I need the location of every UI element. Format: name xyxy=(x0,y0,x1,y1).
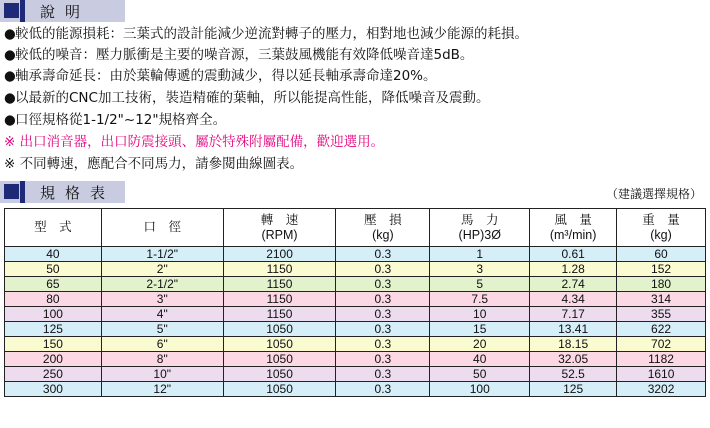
table-row xyxy=(5,367,706,382)
table-cell: 1.28 xyxy=(530,262,617,277)
col-header-bore xyxy=(101,209,223,247)
header-label: 口 徑 xyxy=(143,220,181,234)
table-row xyxy=(5,322,706,337)
table-cell: 1150 xyxy=(223,262,336,277)
table-cell: 12" xyxy=(101,382,223,397)
table-cell: 125 xyxy=(5,322,102,337)
table-cell: 180 xyxy=(617,277,706,292)
note-text: 出口消音器，出口防震接頭、屬於特殊附屬配備，歡迎選用。 xyxy=(19,134,385,150)
table-cell: 0.3 xyxy=(336,277,430,292)
col-header-model xyxy=(5,209,102,247)
table-cell: 702 xyxy=(617,337,706,352)
table-cell: 5" xyxy=(101,322,223,337)
spec-table xyxy=(4,208,706,397)
col-header-weight xyxy=(617,209,706,247)
header-unit: (HP)3Ø xyxy=(458,227,501,242)
table-cell: 10" xyxy=(101,367,223,382)
table-cell: 3" xyxy=(101,292,223,307)
header-unit: (kg) xyxy=(372,227,394,242)
table-cell: 150 xyxy=(5,337,102,352)
table-cell: 5 xyxy=(430,277,530,292)
table-cell: 3 xyxy=(430,262,530,277)
table-cell: 7.5 xyxy=(430,292,530,307)
table-cell: 2" xyxy=(101,262,223,277)
section-title: 說明 xyxy=(40,3,91,21)
table-row xyxy=(5,307,706,322)
table-cell: 60 xyxy=(617,247,706,262)
table-cell: 0.3 xyxy=(336,352,430,367)
table-body xyxy=(5,247,706,397)
table-cell: 40 xyxy=(430,352,530,367)
bullet-icon: ● xyxy=(4,47,16,63)
table-row xyxy=(5,337,706,352)
table-cell: 0.3 xyxy=(336,337,430,352)
table-cell: 0.3 xyxy=(336,247,430,262)
header-label: 轉 速 xyxy=(260,212,299,227)
list-item xyxy=(4,89,489,108)
table-cell: 1-1/2" xyxy=(101,247,223,262)
table-cell: 0.3 xyxy=(336,262,430,277)
table-cell: 4.34 xyxy=(530,292,617,307)
table-cell: 32.05 xyxy=(530,352,617,367)
table-cell: 1050 xyxy=(223,322,336,337)
table-cell: 1610 xyxy=(617,367,706,382)
section-title: 規格表 xyxy=(40,184,116,202)
header-unit: (kg) xyxy=(650,227,672,242)
table-cell: 6" xyxy=(101,337,223,352)
table-cell: 1150 xyxy=(223,277,336,292)
header-label: 壓 損 xyxy=(364,212,402,227)
table-cell: 50 xyxy=(430,367,530,382)
table-row xyxy=(5,247,706,262)
table-cell: 300 xyxy=(5,382,102,397)
header-label: 馬 力 xyxy=(460,212,499,227)
note-red xyxy=(4,133,384,152)
table-row xyxy=(5,292,706,307)
table-cell: 250 xyxy=(5,367,102,382)
col-header-pressure xyxy=(336,209,430,247)
note-text: 不同轉速，應配合不同馬力，請參閱曲線圖表。 xyxy=(19,156,304,172)
table-cell: 0.61 xyxy=(530,247,617,262)
table-row xyxy=(5,352,706,367)
table-cell: 200 xyxy=(5,352,102,367)
table-cell: 65 xyxy=(5,277,102,292)
table-cell: 52.5 xyxy=(530,367,617,382)
section-header-description xyxy=(0,0,125,22)
table-cell: 10 xyxy=(430,307,530,322)
header-unit: (m³/min) xyxy=(549,227,597,242)
header-unit: (RPM) xyxy=(261,227,298,242)
section-header-spec xyxy=(0,181,125,203)
header-label: 重 量 xyxy=(642,212,680,227)
table-cell: 20 xyxy=(430,337,530,352)
col-header-speed xyxy=(223,209,336,247)
table-cell: 1050 xyxy=(223,352,336,367)
list-item xyxy=(4,111,226,130)
table-cell: 125 xyxy=(530,382,617,397)
table-cell: 0.3 xyxy=(336,382,430,397)
table-header-row xyxy=(5,209,706,247)
table-cell: 0.3 xyxy=(336,307,430,322)
table-cell: 15 xyxy=(430,322,530,337)
list-item xyxy=(4,67,437,86)
table-cell: 18.15 xyxy=(530,337,617,352)
note-mark-icon: ※ xyxy=(4,156,16,172)
table-cell: 0.3 xyxy=(336,367,430,382)
section-marker-icon xyxy=(4,184,19,199)
table-cell: 13.41 xyxy=(530,322,617,337)
bullet-icon: ● xyxy=(4,112,16,128)
section-marker-icon xyxy=(4,3,19,18)
table-cell: 1150 xyxy=(223,292,336,307)
table-cell: 50 xyxy=(5,262,102,277)
table-cell: 2-1/2" xyxy=(101,277,223,292)
table-cell: 4" xyxy=(101,307,223,322)
table-row xyxy=(5,382,706,397)
table-cell: 1050 xyxy=(223,367,336,382)
table-cell: 152 xyxy=(617,262,706,277)
table-cell: 40 xyxy=(5,247,102,262)
bullet-icon: ● xyxy=(4,68,16,84)
spec-hint: （建議選擇規格） xyxy=(605,187,702,201)
bullet-icon: ● xyxy=(4,90,16,106)
col-header-airflow xyxy=(530,209,617,247)
table-cell: 1 xyxy=(430,247,530,262)
list-item-text: 較低的噪音：壓力脈衝是主要的噪音源，三葉鼓風機能有效降低噪音達5dB。 xyxy=(15,47,474,63)
table-cell: 1150 xyxy=(223,307,336,322)
table-row xyxy=(5,277,706,292)
table-cell: 2.74 xyxy=(530,277,617,292)
table-cell: 355 xyxy=(617,307,706,322)
note-mark-icon: ※ xyxy=(4,134,16,150)
list-item xyxy=(4,46,473,65)
header-label: 風 量 xyxy=(554,212,592,227)
table-cell: 2100 xyxy=(223,247,336,262)
table-cell: 80 xyxy=(5,292,102,307)
table-cell: 314 xyxy=(617,292,706,307)
table-cell: 1182 xyxy=(617,352,706,367)
list-item-text: 口徑規格從1-1/2"~12"規格齊全。 xyxy=(15,112,227,128)
table-cell: 1050 xyxy=(223,382,336,397)
list-item-text: 以最新的CNC加工技術，裝造精確的葉軸，所以能提高性能，降低噪音及震動。 xyxy=(15,90,490,106)
table-cell: 3202 xyxy=(617,382,706,397)
list-item-text: 軸承壽命延長：由於葉輪傳遞的震動減少，得以延長軸承壽命達20%。 xyxy=(15,68,437,84)
table-cell: 100 xyxy=(430,382,530,397)
note xyxy=(4,155,303,174)
header-label: 型 式 xyxy=(34,220,72,234)
table-cell: 100 xyxy=(5,307,102,322)
list-item-text: 較低的能源損耗：三葉式的設計能減少逆流對轉子的壓力，相對地也減少能源的耗損。 xyxy=(15,26,528,42)
table-row xyxy=(5,262,706,277)
table-cell: 7.17 xyxy=(530,307,617,322)
table-cell: 622 xyxy=(617,322,706,337)
bullet-icon: ● xyxy=(4,26,16,42)
table-cell: 8" xyxy=(101,352,223,367)
col-header-power xyxy=(430,209,530,247)
list-item xyxy=(4,25,528,44)
table-cell: 0.3 xyxy=(336,292,430,307)
table-cell: 0.3 xyxy=(336,322,430,337)
table-cell: 1050 xyxy=(223,337,336,352)
